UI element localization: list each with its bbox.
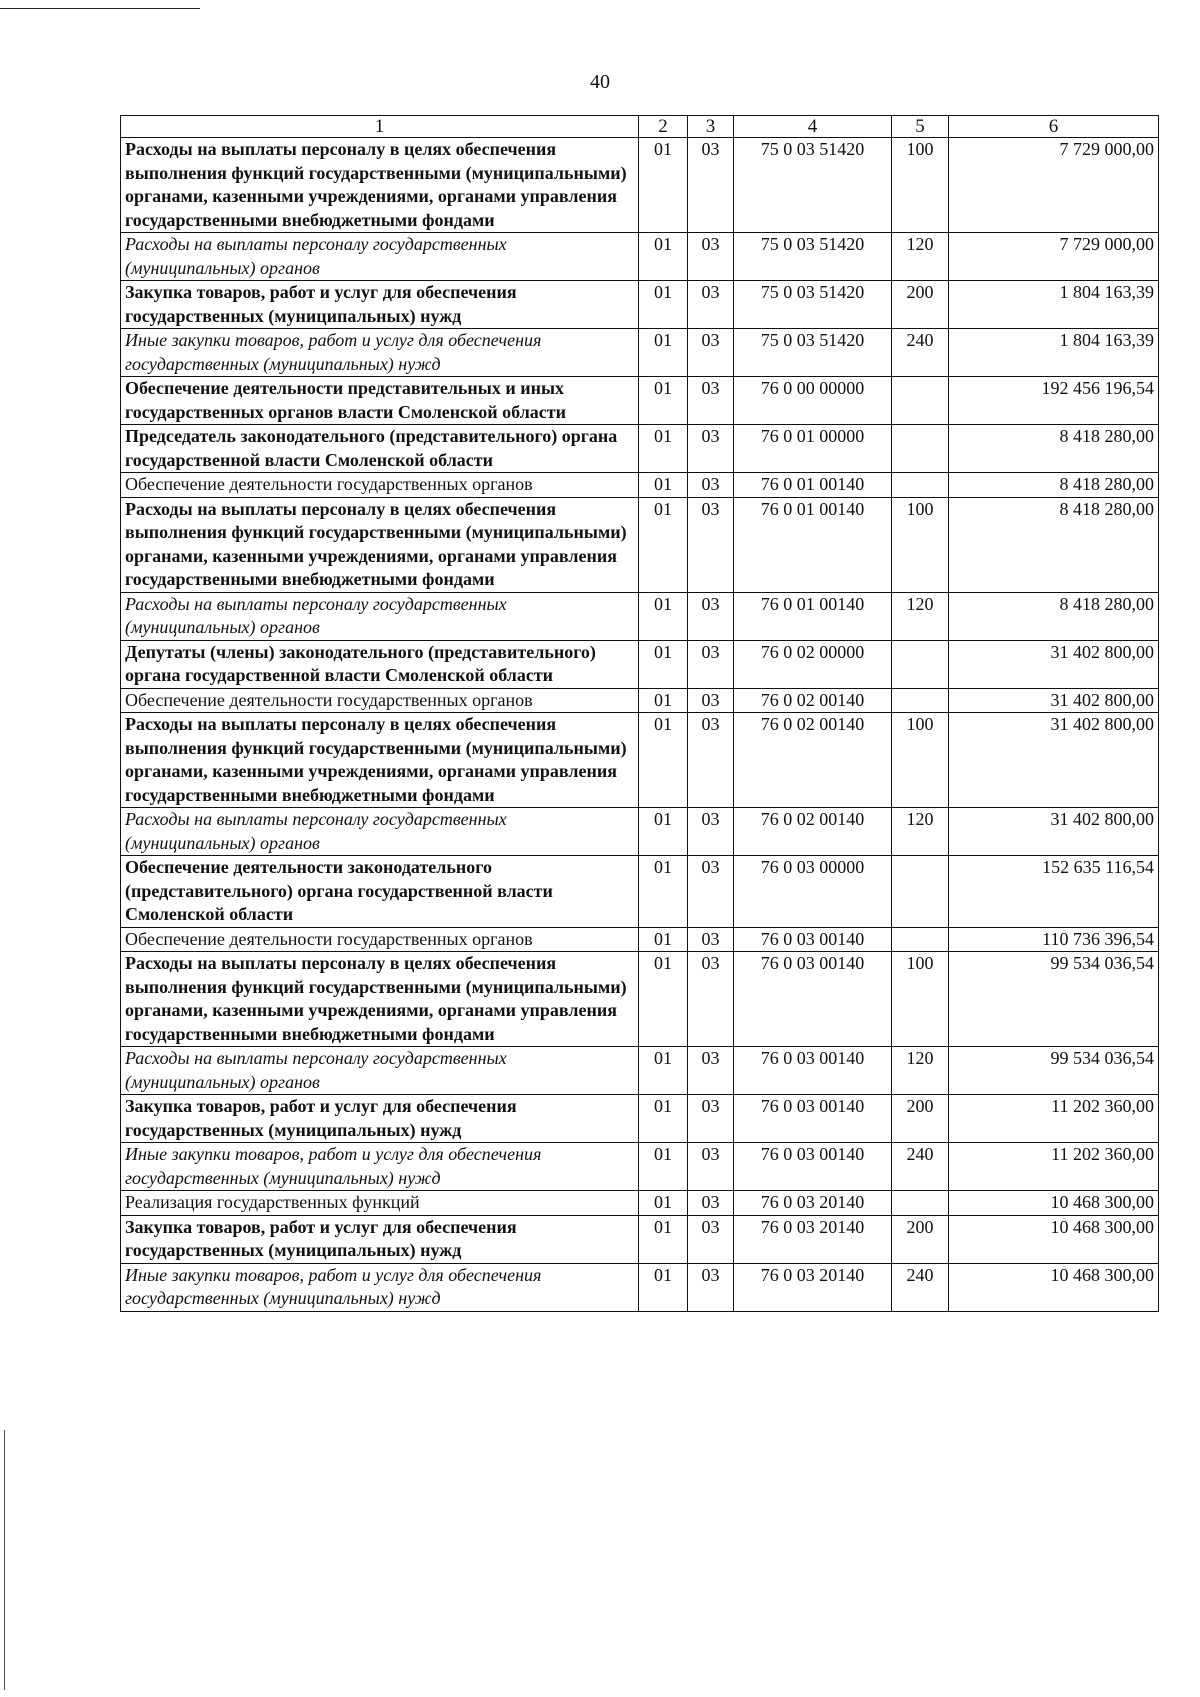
expense-type-cell: 200 [892, 281, 949, 329]
expense-name-cell: Обеспечение деятельности представительных и иных государственных органов власти Смоленской области [121, 377, 639, 425]
section-code-cell: 01 [639, 640, 688, 688]
table-row [121, 497, 1159, 592]
target-article-cell: 76 0 01 00140 [734, 473, 892, 498]
table-body [121, 138, 1159, 1312]
expense-type-cell: 120 [892, 233, 949, 281]
subsection-code-cell: 03 [688, 1191, 734, 1216]
amount-cell: 31 402 800,00 [949, 808, 1159, 856]
expense-type-cell [892, 473, 949, 498]
subsection-code-cell: 03 [688, 640, 734, 688]
budget-table [120, 115, 1159, 1312]
expense-type-cell [892, 688, 949, 713]
subsection-code-cell: 03 [688, 497, 734, 592]
subsection-code-cell: 03 [688, 1047, 734, 1095]
target-article-cell: 76 0 03 20140 [734, 1263, 892, 1311]
expense-type-cell: 240 [892, 1263, 949, 1311]
section-code-cell: 01 [639, 1095, 688, 1143]
expense-type-cell: 100 [892, 713, 949, 808]
section-code-cell: 01 [639, 1143, 688, 1191]
table-row [121, 1263, 1159, 1311]
column-header-1: 1 [121, 116, 639, 138]
amount-cell: 8 418 280,00 [949, 473, 1159, 498]
section-code-cell: 01 [639, 281, 688, 329]
expense-type-cell [892, 640, 949, 688]
section-code-cell: 01 [639, 713, 688, 808]
table-row [121, 808, 1159, 856]
subsection-code-cell: 03 [688, 927, 734, 952]
amount-cell: 31 402 800,00 [949, 713, 1159, 808]
target-article-cell: 76 0 03 00140 [734, 927, 892, 952]
target-article-cell: 76 0 03 20140 [734, 1215, 892, 1263]
subsection-code-cell: 03 [688, 329, 734, 377]
target-article-cell: 76 0 00 00000 [734, 377, 892, 425]
target-article-cell: 75 0 03 51420 [734, 233, 892, 281]
expense-name-cell: Иные закупки товаров, работ и услуг для обеспечения государственных (муниципальных) нужд [121, 1143, 639, 1191]
amount-cell: 10 468 300,00 [949, 1263, 1159, 1311]
expense-name-cell: Расходы на выплаты персоналу в целях обеспечения выполнения функций государственными (муниципальными) органами, казенными учреждениями, органами управления государственными внебюджетными фондами [121, 713, 639, 808]
section-code-cell: 01 [639, 952, 688, 1047]
expense-name-cell: Депутаты (члены) законодательного (представительного) органа государственной власти Смоленской области [121, 640, 639, 688]
expense-type-cell: 120 [892, 592, 949, 640]
expense-type-cell: 100 [892, 138, 949, 233]
expense-name-cell: Расходы на выплаты персоналу государственных (муниципальных) органов [121, 233, 639, 281]
table-row [121, 856, 1159, 928]
table-row [121, 1095, 1159, 1143]
subsection-code-cell: 03 [688, 952, 734, 1047]
column-header-4: 4 [734, 116, 892, 138]
expense-type-cell [892, 377, 949, 425]
table-row [121, 1191, 1159, 1216]
table-row [121, 329, 1159, 377]
amount-cell: 10 468 300,00 [949, 1191, 1159, 1216]
section-code-cell: 01 [639, 1215, 688, 1263]
expense-name-cell: Обеспечение деятельности государственных органов [121, 688, 639, 713]
expense-name-cell: Расходы на выплаты персоналу в целях обеспечения выполнения функций государственными (муниципальными) органами, казенными учреждениями, органами управления государственными внебюджетными фондами [121, 497, 639, 592]
expense-type-cell: 240 [892, 1143, 949, 1191]
subsection-code-cell: 03 [688, 233, 734, 281]
target-article-cell: 76 0 03 20140 [734, 1191, 892, 1216]
expense-type-cell [892, 927, 949, 952]
amount-cell: 7 729 000,00 [949, 138, 1159, 233]
expense-name-cell: Иные закупки товаров, работ и услуг для обеспечения государственных (муниципальных) нужд [121, 1263, 639, 1311]
expense-type-cell [892, 1191, 949, 1216]
subsection-code-cell: 03 [688, 592, 734, 640]
section-code-cell: 01 [639, 473, 688, 498]
target-article-cell: 76 0 03 00140 [734, 1047, 892, 1095]
amount-cell: 7 729 000,00 [949, 233, 1159, 281]
table-row [121, 377, 1159, 425]
table-row [121, 233, 1159, 281]
target-article-cell: 76 0 01 00000 [734, 425, 892, 473]
table-row [121, 713, 1159, 808]
section-code-cell: 01 [639, 329, 688, 377]
column-header-3: 3 [688, 116, 734, 138]
subsection-code-cell: 03 [688, 713, 734, 808]
section-code-cell: 01 [639, 808, 688, 856]
expense-name-cell: Расходы на выплаты персоналу государственных (муниципальных) органов [121, 1047, 639, 1095]
section-code-cell: 01 [639, 688, 688, 713]
scan-edge-line [4, 1430, 5, 1690]
expense-type-cell: 120 [892, 1047, 949, 1095]
page-number: 40 [590, 71, 610, 93]
expense-type-cell [892, 425, 949, 473]
section-code-cell: 01 [639, 856, 688, 928]
target-article-cell: 76 0 03 00140 [734, 1095, 892, 1143]
amount-cell: 99 534 036,54 [949, 1047, 1159, 1095]
expense-type-cell [892, 856, 949, 928]
target-article-cell: 76 0 03 00140 [734, 1143, 892, 1191]
target-article-cell: 76 0 02 00000 [734, 640, 892, 688]
expense-name-cell: Расходы на выплаты персоналу государственных (муниципальных) органов [121, 592, 639, 640]
table-row [121, 927, 1159, 952]
section-code-cell: 01 [639, 377, 688, 425]
subsection-code-cell: 03 [688, 1095, 734, 1143]
amount-cell: 11 202 360,00 [949, 1143, 1159, 1191]
subsection-code-cell: 03 [688, 425, 734, 473]
amount-cell: 99 534 036,54 [949, 952, 1159, 1047]
subsection-code-cell: 03 [688, 856, 734, 928]
table-row [121, 592, 1159, 640]
subsection-code-cell: 03 [688, 688, 734, 713]
target-article-cell: 75 0 03 51420 [734, 281, 892, 329]
section-code-cell: 01 [639, 1263, 688, 1311]
column-header-2: 2 [639, 116, 688, 138]
target-article-cell: 75 0 03 51420 [734, 138, 892, 233]
table-row [121, 952, 1159, 1047]
section-code-cell: 01 [639, 592, 688, 640]
target-article-cell: 76 0 03 00140 [734, 952, 892, 1047]
table-row [121, 688, 1159, 713]
section-code-cell: 01 [639, 233, 688, 281]
table-row [121, 138, 1159, 233]
table-header-row [121, 116, 1159, 138]
amount-cell: 8 418 280,00 [949, 497, 1159, 592]
table-row [121, 1215, 1159, 1263]
table-row [121, 425, 1159, 473]
section-code-cell: 01 [639, 1047, 688, 1095]
subsection-code-cell: 03 [688, 1143, 734, 1191]
expense-type-cell: 120 [892, 808, 949, 856]
table-row [121, 473, 1159, 498]
amount-cell: 1 804 163,39 [949, 281, 1159, 329]
expense-type-cell: 240 [892, 329, 949, 377]
target-article-cell: 75 0 03 51420 [734, 329, 892, 377]
expense-name-cell: Расходы на выплаты персоналу в целях обеспечения выполнения функций государственными (муниципальными) органами, казенными учреждениями, органами управления государственными внебюджетными фондами [121, 952, 639, 1047]
amount-cell: 31 402 800,00 [949, 640, 1159, 688]
section-code-cell: 01 [639, 138, 688, 233]
expense-type-cell: 200 [892, 1095, 949, 1143]
expense-name-cell: Обеспечение деятельности законодательного (представительного) органа государственной власти Смоленской области [121, 856, 639, 928]
amount-cell: 31 402 800,00 [949, 688, 1159, 713]
target-article-cell: 76 0 02 00140 [734, 808, 892, 856]
expense-name-cell: Реализация государственных функций [121, 1191, 639, 1216]
expense-name-cell: Расходы на выплаты персоналу в целях обеспечения выполнения функций государственными (муниципальными) органами, казенными учреждениями, органами управления государственными внебюджетными фондами [121, 138, 639, 233]
table-row [121, 1047, 1159, 1095]
table-row [121, 281, 1159, 329]
subsection-code-cell: 03 [688, 808, 734, 856]
expense-name-cell: Закупка товаров, работ и услуг для обеспечения государственных (муниципальных) нужд [121, 1095, 639, 1143]
section-code-cell: 01 [639, 927, 688, 952]
amount-cell: 152 635 116,54 [949, 856, 1159, 928]
subsection-code-cell: 03 [688, 281, 734, 329]
amount-cell: 192 456 196,54 [949, 377, 1159, 425]
table-row [121, 1143, 1159, 1191]
expense-name-cell: Обеспечение деятельности государственных органов [121, 927, 639, 952]
subsection-code-cell: 03 [688, 1215, 734, 1263]
target-article-cell: 76 0 03 00000 [734, 856, 892, 928]
amount-cell: 110 736 396,54 [949, 927, 1159, 952]
expense-type-cell: 200 [892, 1215, 949, 1263]
scan-corner-line [0, 8, 200, 9]
target-article-cell: 76 0 01 00140 [734, 497, 892, 592]
expense-type-cell: 100 [892, 497, 949, 592]
column-header-5: 5 [892, 116, 949, 138]
amount-cell: 10 468 300,00 [949, 1215, 1159, 1263]
subsection-code-cell: 03 [688, 377, 734, 425]
expense-name-cell: Расходы на выплаты персоналу государственных (муниципальных) органов [121, 808, 639, 856]
subsection-code-cell: 03 [688, 1263, 734, 1311]
expense-name-cell: Закупка товаров, работ и услуг для обеспечения государственных (муниципальных) нужд [121, 281, 639, 329]
section-code-cell: 01 [639, 497, 688, 592]
expense-type-cell: 100 [892, 952, 949, 1047]
target-article-cell: 76 0 01 00140 [734, 592, 892, 640]
expense-name-cell: Закупка товаров, работ и услуг для обеспечения государственных (муниципальных) нужд [121, 1215, 639, 1263]
target-article-cell: 76 0 02 00140 [734, 688, 892, 713]
expense-name-cell: Председатель законодательного (представительного) органа государственной власти Смоленской области [121, 425, 639, 473]
target-article-cell: 76 0 02 00140 [734, 713, 892, 808]
subsection-code-cell: 03 [688, 138, 734, 233]
expense-name-cell: Иные закупки товаров, работ и услуг для обеспечения государственных (муниципальных) нужд [121, 329, 639, 377]
column-header-6: 6 [949, 116, 1159, 138]
amount-cell: 11 202 360,00 [949, 1095, 1159, 1143]
expense-name-cell: Обеспечение деятельности государственных органов [121, 473, 639, 498]
table-row [121, 640, 1159, 688]
amount-cell: 8 418 280,00 [949, 592, 1159, 640]
subsection-code-cell: 03 [688, 473, 734, 498]
amount-cell: 8 418 280,00 [949, 425, 1159, 473]
section-code-cell: 01 [639, 425, 688, 473]
amount-cell: 1 804 163,39 [949, 329, 1159, 377]
section-code-cell: 01 [639, 1191, 688, 1216]
